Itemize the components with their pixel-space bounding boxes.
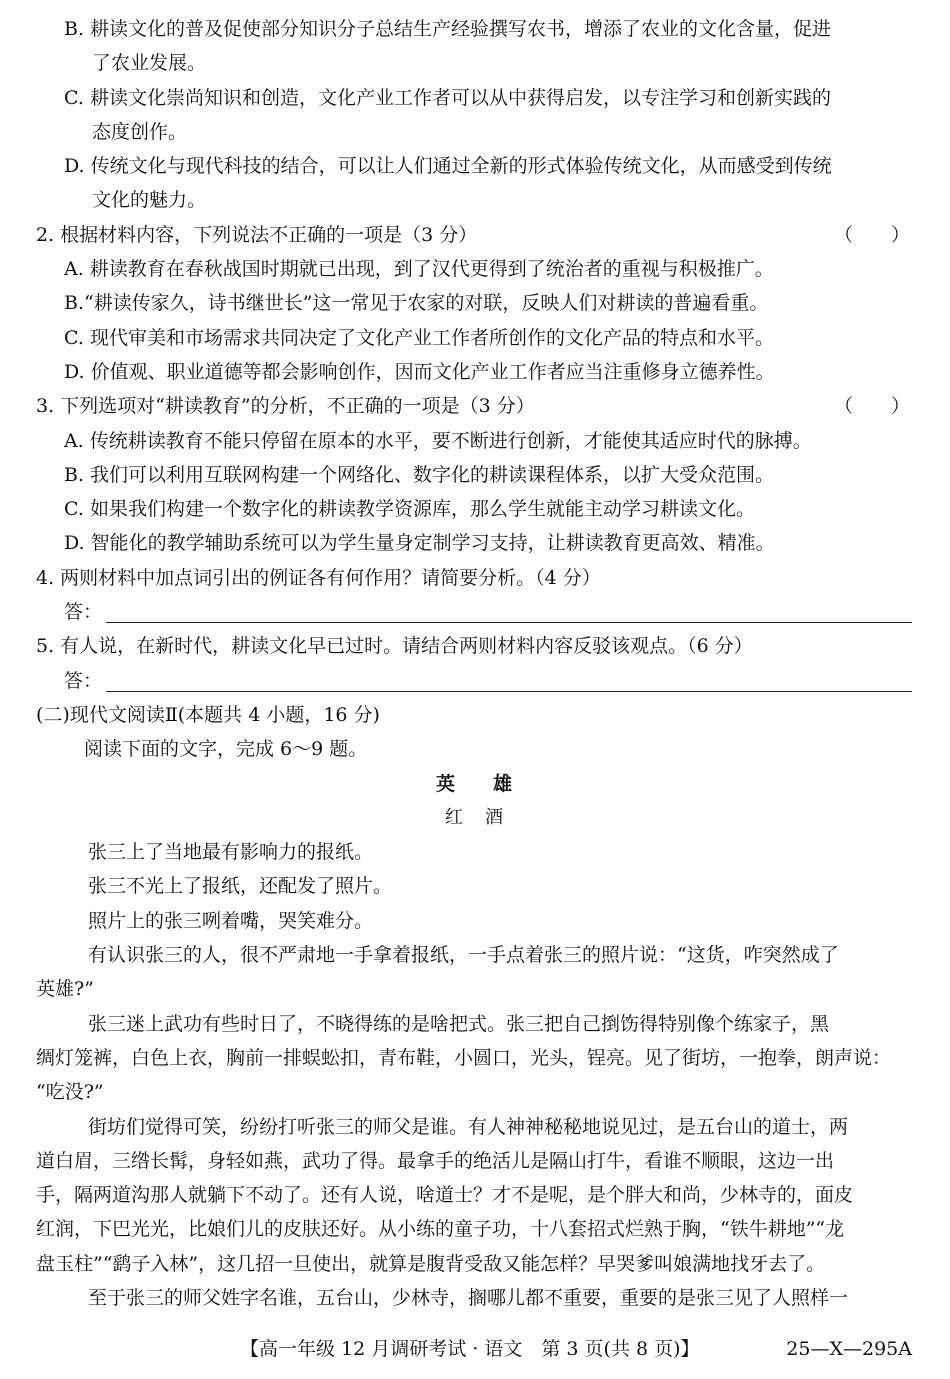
story-paragraph-2 xyxy=(36,1007,912,1110)
answer-line[interactable] xyxy=(106,622,912,623)
option-line: B. 耕读文化的普及促使部分知识分子总结生产经验撰写农书，增添了农业的文化含量，促进 xyxy=(64,18,832,40)
paragraph-line: 绸灯笼裤，白色上衣，胸前一排蜈蚣扣，青布鞋，小圆口，光头，锃亮。见了街坊，一抱拳，朗声说： xyxy=(36,1046,892,1069)
option-line: C. 耕读文化崇尚知识和创造，文化产业工作者可以从中获得启发，以专注学习和创新实践的 xyxy=(64,86,831,109)
option-line: D. 传统文化与现代科技的结合，可以让人们通过全新的形式体验传统文化，从而感受到传统 xyxy=(64,155,832,178)
story-line: 张三上了当地最有影响力的报纸。 xyxy=(88,841,374,864)
page-footer xyxy=(0,1334,950,1364)
paragraph-line: “吃没?” xyxy=(36,1081,104,1104)
answer-bracket: （ ） xyxy=(833,223,910,246)
q2-option-b: B.“耕读传家久，诗书继世长”这一常见于农家的对联，反映人们对耕读的普遍看重。 xyxy=(64,292,769,315)
q3-option-d: D. 智能化的教学辅助系统可以为学生量身定制学习支持，让耕读教育更高效、精准。 xyxy=(64,532,775,555)
question-text: 2. 根据材料内容，下列说法不正确的一项是（3 分） xyxy=(36,223,478,246)
paragraph-line: 街坊们觉得可笑，纷纷打听张三的师父是谁。有人神神秘秘地说见过，是五台山的道士，两 xyxy=(88,1115,849,1138)
story-title: 英雄 xyxy=(435,772,550,795)
answer-label: 答： xyxy=(64,669,103,692)
option-line-continued: 态度创作。 xyxy=(92,120,188,143)
exam-page xyxy=(36,12,912,1315)
story-paragraph-1 xyxy=(36,938,912,1007)
paragraph-line: 盘玉柱”“鹞子入林”，这几招一旦使出，就算是腹背受敌又能怎样？早哭爹叫娘满地找牙去了。 xyxy=(36,1252,826,1275)
footer-code: 25—X—295A xyxy=(786,1338,912,1360)
q2-option-a: A. 耕读教育在春秋战国时期就已出现，到了汉代更得到了统治者的重视与积极推广。 xyxy=(64,258,774,281)
question-text: 3. 下列选项对“耕读教育”的分析，不正确的一项是（3 分） xyxy=(36,395,535,418)
answer-label: 答： xyxy=(64,601,103,624)
q2-option-d: D. 价值观、职业道德等都会影响创作，因而文化产业工作者应当注重修身立德养性。 xyxy=(64,360,775,383)
q1-option-d xyxy=(36,149,912,218)
paragraph-line: 英雄?” xyxy=(36,978,94,1001)
paragraph-line: 红润，下巴光光，比娘们儿的皮肤还好。从小练的童子功，十八套招式烂熟于胸，“铁牛耕地”“龙 xyxy=(36,1218,845,1241)
paragraph-line: 手，隔两道沟那人就躺下不动了。还有人说，啥道士？才不是呢，是个胖大和尚，少林寺的，面皮 xyxy=(36,1184,854,1207)
answer-bracket: （ ） xyxy=(833,395,910,418)
q3-option-a: A. 传统耕读教育不能只停留在原本的水平，要不断进行创新，才能使其适应时代的脉搏。 xyxy=(64,429,812,452)
question-2-stem xyxy=(36,218,912,252)
story-line: 照片上的张三咧着嘴，哭笑难分。 xyxy=(88,909,374,932)
section-instruction: 阅读下面的文字，完成 6～9 题。 xyxy=(84,738,368,761)
q5-answer-area[interactable] xyxy=(36,664,912,698)
option-line-continued: 文化的魅力。 xyxy=(92,189,207,212)
story-paragraph-4 xyxy=(36,1281,912,1315)
answer-line[interactable] xyxy=(106,691,912,692)
q2-option-c: C. 现代审美和市场需求共同决定了文化产业工作者所创作的文化产品的特点和水平。 xyxy=(64,326,774,349)
footer-exam-info: 【高一年级 12 月调研考试 · 语文 第 3 页(共 8 页)】 xyxy=(240,1338,700,1360)
option-line-continued: 了农业发展。 xyxy=(92,52,207,75)
question-5-stem: 5. 有人说，在新时代，耕读文化早已过时。请结合两则材料内容反驳该观点。（6 分） xyxy=(36,635,753,658)
paragraph-line: 至于张三的师父姓字名谁，五台山，少林寺，搁哪儿都不重要，重要的是张三见了人照样一 xyxy=(88,1286,849,1309)
paragraph-line: 有认识张三的人，很不严肃地一手拿着报纸，一手点着张三的照片说：“这货，咋突然成了 xyxy=(88,944,839,967)
q3-option-c: C. 如果我们构建一个数字化的耕读教学资源库，那么学生就能主动学习耕读文化。 xyxy=(64,498,755,521)
section-heading: (二)现代文阅读Ⅱ(本题共 4 小题，16 分) xyxy=(36,703,380,726)
paragraph-line: 道白眉，三绺长髯，身轻如燕，武功了得。最拿手的绝活儿是隔山打牛，看谁不顺眼，这边一出 xyxy=(36,1149,835,1172)
paragraph-line: 张三迷上武功有些时日了，不晓得练的是啥把式。张三把自己捯饬得特别像个练家子，黑 xyxy=(88,1012,830,1035)
story-line: 张三不光上了报纸，还配发了照片。 xyxy=(88,875,393,898)
question-4-stem: 4. 两则材料中加点词引出的例证各有何作用？请简要分析。（4 分） xyxy=(36,566,601,589)
story-paragraph-3 xyxy=(36,1110,912,1281)
story-author: 红酒 xyxy=(445,806,525,828)
question-3-stem xyxy=(36,389,912,423)
q3-option-b: B. 我们可以利用互联网构建一个网络化、数字化的耕读课程体系，以扩大受众范围。 xyxy=(64,463,775,486)
q1-option-c xyxy=(36,81,912,150)
q4-answer-area[interactable] xyxy=(36,595,912,629)
q1-option-b xyxy=(36,12,912,81)
